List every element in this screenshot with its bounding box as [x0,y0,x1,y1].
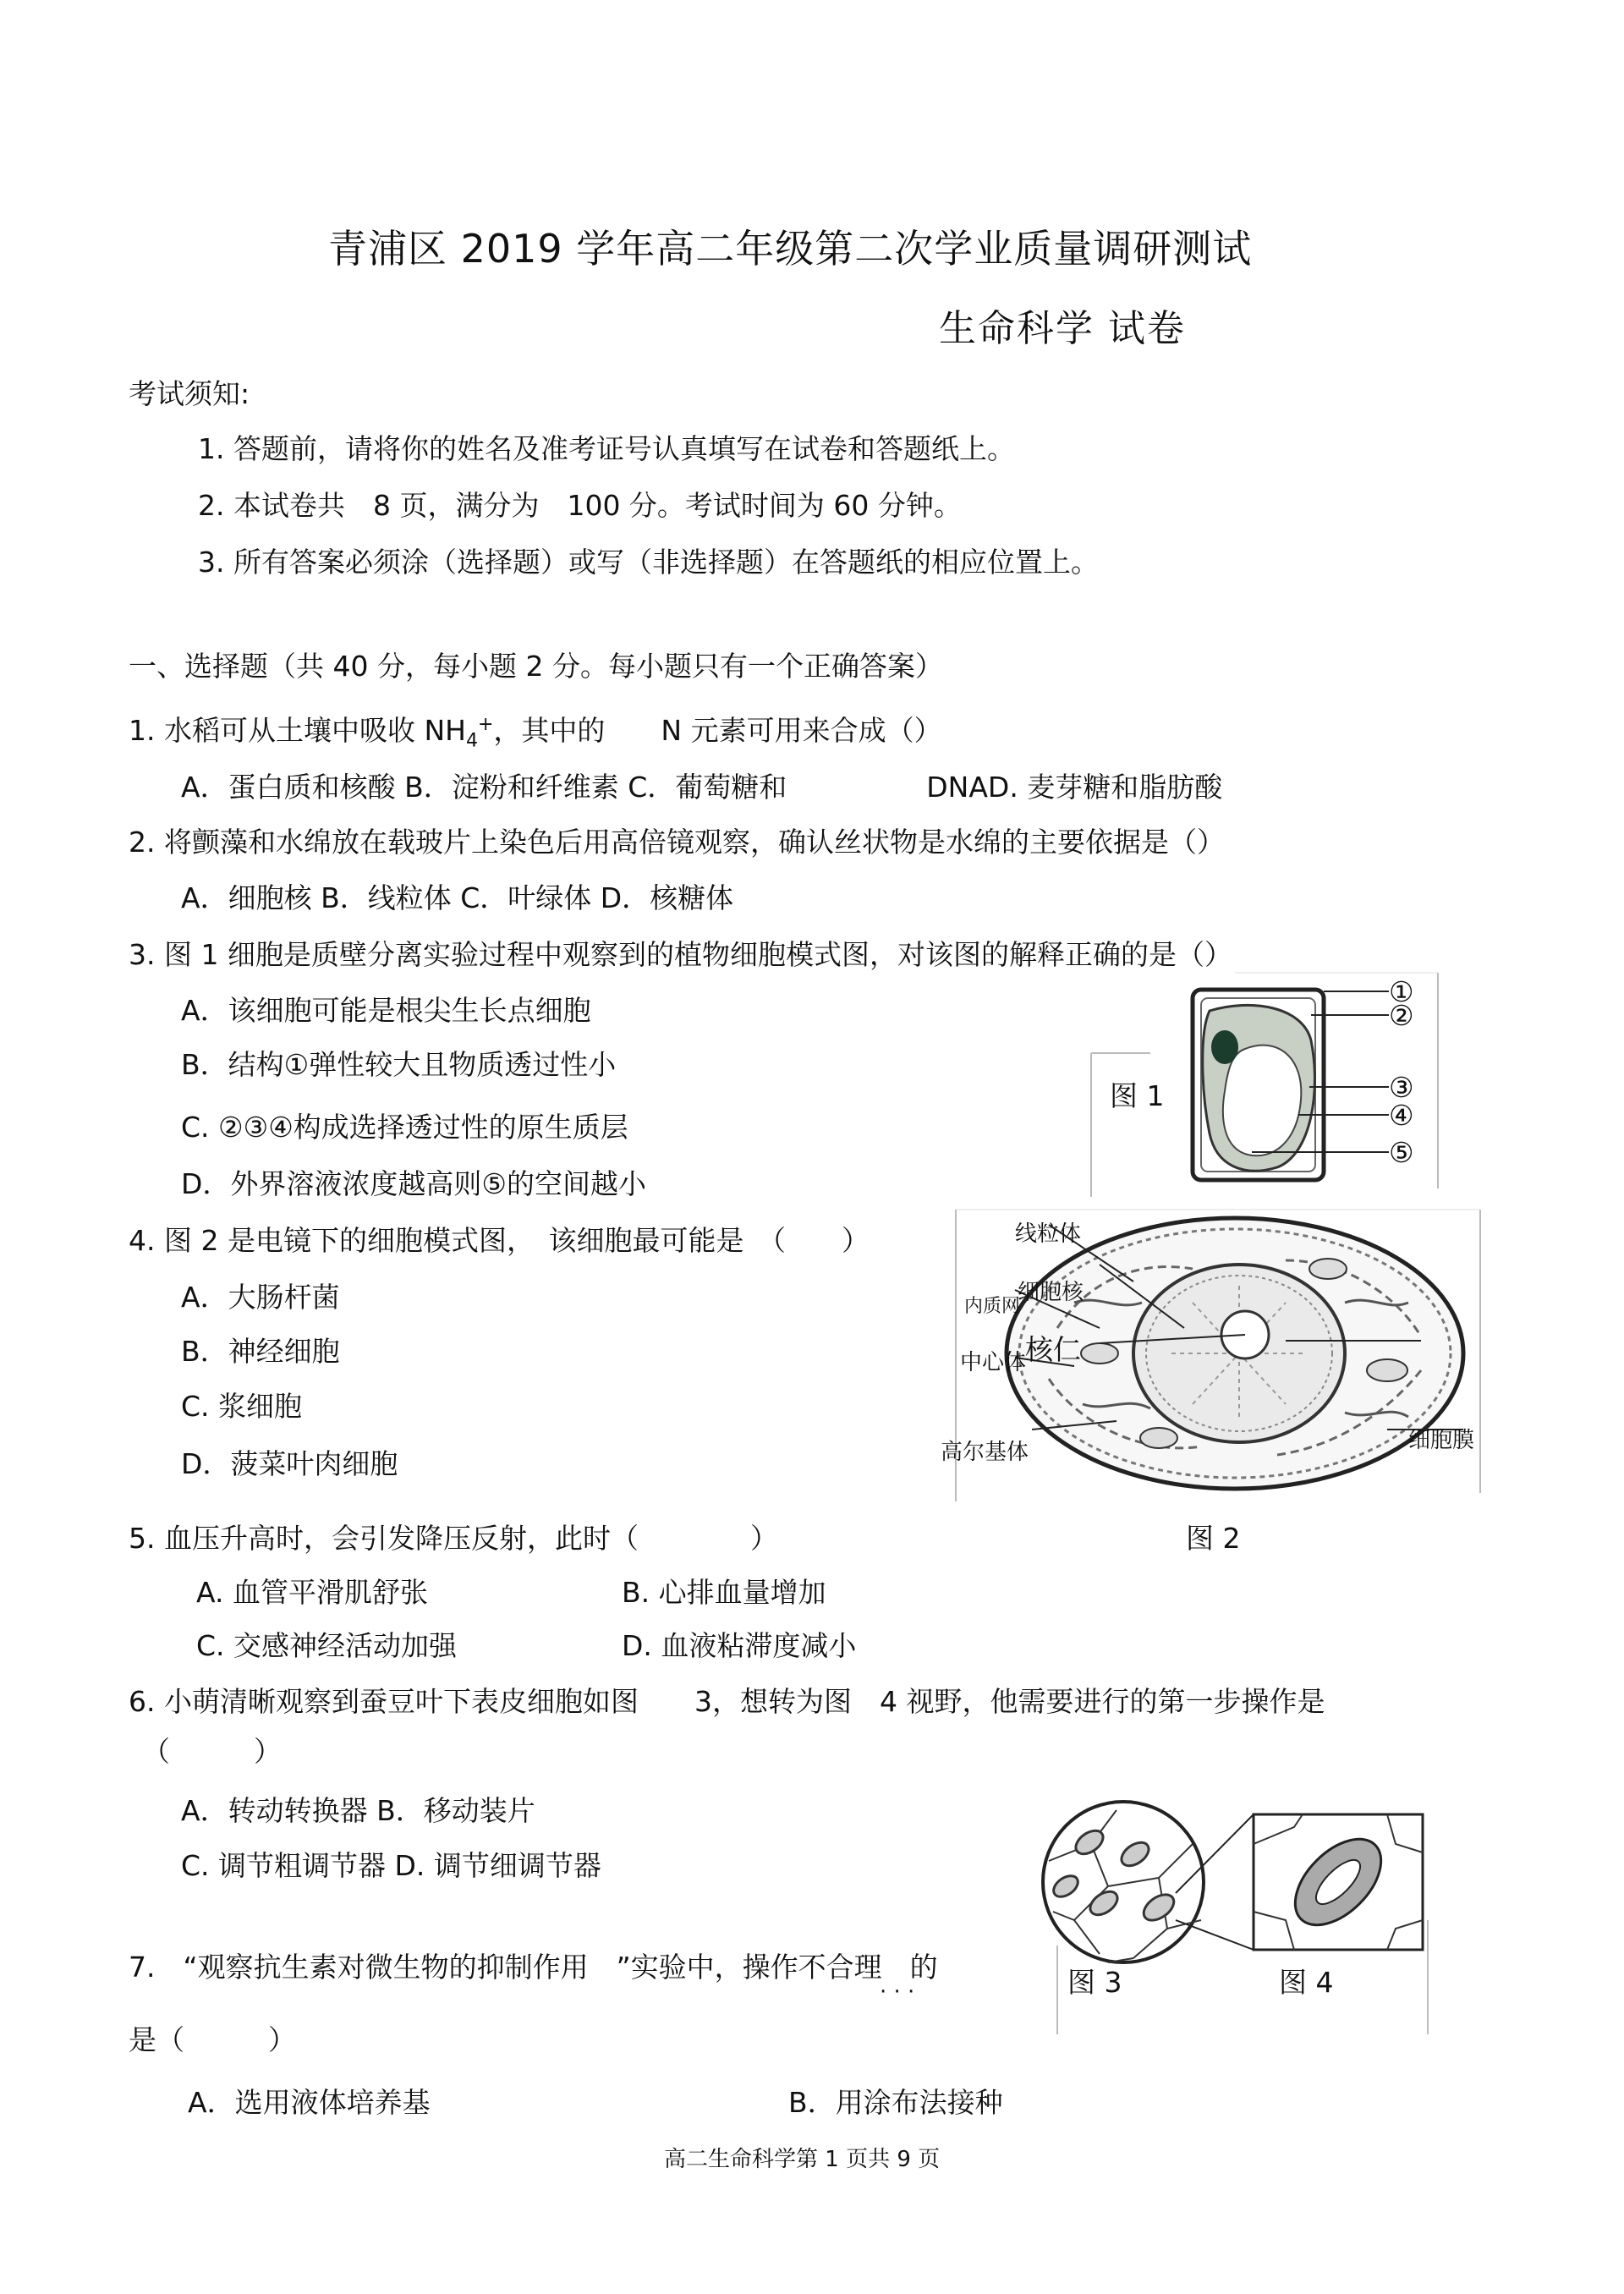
notice-item: 3. 所有答案必须涂（选择题）或写（非选择题）在答题纸的相应位置上。 [198,546,1099,579]
question-7-line2: 是（ ） [129,2023,296,2056]
label-membrane: 细胞膜 [1408,1428,1475,1453]
question-4-option-b: B．神经细胞 [181,1335,340,1368]
question-4-stem: 4. 图 2 是电镜下的细胞模式图， 该细胞最可能是 （ ） [129,1224,870,1257]
question-4-option-a: A．大肠杆菌 [181,1281,340,1314]
notice-heading: 考试须知: [129,377,250,410]
question-5-stem: 5. 血压升高时，会引发降压反射，此时（ ） [129,1522,778,1555]
question-5-option-c: C. 交感神经活动加强 [196,1629,458,1662]
question-5-option-b: B. 心排血量增加 [622,1576,826,1609]
label-golgi: 高尔基体 [941,1440,1029,1465]
question-7-stem: 7. “观察抗生素对微生物的抑制作用 ”实验中，操作不合理 的 [129,1951,938,1984]
exam-title: 青浦区 2019 学年高二年级第二次学业质量调研测试 [328,226,1253,272]
question-5-option-d: D. 血液粘滞度减小 [622,1629,857,1662]
figure-2-caption: 图 2 [1186,1522,1241,1555]
question-3-stem: 3. 图 1 细胞是质壁分离实验过程中观察到的植物细胞模式图，对该图的解释正确的是（） [129,938,1232,971]
figure-4-caption: 图 4 [1279,1966,1334,1999]
question-6-paren: （ ） [142,1735,282,1768]
question-7-option-b: B．用涂布法接种 [788,2086,1003,2119]
marker-1: ① [1389,975,1414,1008]
label-er: 内质网 [964,1296,1021,1317]
section-heading: 一、选择题（共 40 分，每小题 2 分。每小题只有一个正确答案） [129,650,943,683]
figure-1-caption: 图 1 [1110,1079,1165,1112]
question-3-option-d: D．外界溶液浓度越高则⑤的空间越小 [181,1167,646,1200]
notice-item: 1. 答题前，请将你的姓名及准考证号认真填写在试卷和答题纸上。 [198,432,1015,465]
question-3-option-c: C. ②③④构成选择透过性的原生质层 [181,1111,628,1144]
question-6-options-cd: C. 调节粗调节器 D. 调节细调节器 [181,1849,601,1882]
label-nucleolus: 核仁 [1025,1333,1081,1366]
question-6-options-ab: A．转动转换器 B．移动装片 [181,1794,535,1827]
question-3-option-a: A．该细胞可能是根尖生长点细胞 [181,994,591,1027]
page-footer: 高二生命科学第 1 页共 9 页 [664,2147,941,2172]
question-2-options: A．细胞核 B．线粒体 C．叶绿体 D．核糖体 [181,881,734,914]
emphasis-dots: · · · [880,1979,915,2005]
question-1-stem: 1. 水稻可从土壤中吸收 $NH_4^+$，其中的 N 元素可用来合成（） [129,714,942,752]
question-2-stem: 2. 将颤藻和水绵放在载玻片上染色后用高倍镜观察，确认丝状物是水绵的主要依据是（） [129,826,1225,859]
notice-item: 2. 本试卷共 8 页，满分为 100 分。考试时间为 60 分钟。 [198,489,962,522]
question-5-option-a: A. 血管平滑肌舒张 [196,1576,428,1609]
question-6-stem: 6. 小萌清晰观察到蚕豆叶下表皮细胞如图 3，想转为图 4 视野，他需要进行的第一步操作是 [129,1685,1325,1718]
question-7-option-a: A．选用液体培养基 [188,2086,431,2119]
figure-3-caption: 图 3 [1067,1966,1122,1999]
question-1-options: A．蛋白质和核酸 B．淀粉和纤维素 C．葡萄糖和 DNAD. 麦芽糖和脂肪酸 [181,771,1223,804]
label-mitochondria: 线粒体 [1015,1221,1082,1247]
question-4-option-c: C. 浆细胞 [181,1390,303,1423]
exam-subtitle: 生命科学 试卷 [939,307,1186,350]
marker-4: ④ [1389,1099,1414,1132]
marker-2: ② [1389,999,1414,1032]
label-nucleus: 细胞核 [1018,1280,1084,1305]
question-4-option-d: D．菠菜叶肉细胞 [181,1447,398,1480]
marker-5: ⑤ [1389,1136,1414,1169]
label-centriole: 中心体 [960,1350,1027,1375]
plant-cell-diagram [1083,964,1438,1197]
question-3-option-b: B．结构①弹性较大且物质透过性小 [181,1048,617,1081]
marker-3: ③ [1389,1071,1414,1104]
